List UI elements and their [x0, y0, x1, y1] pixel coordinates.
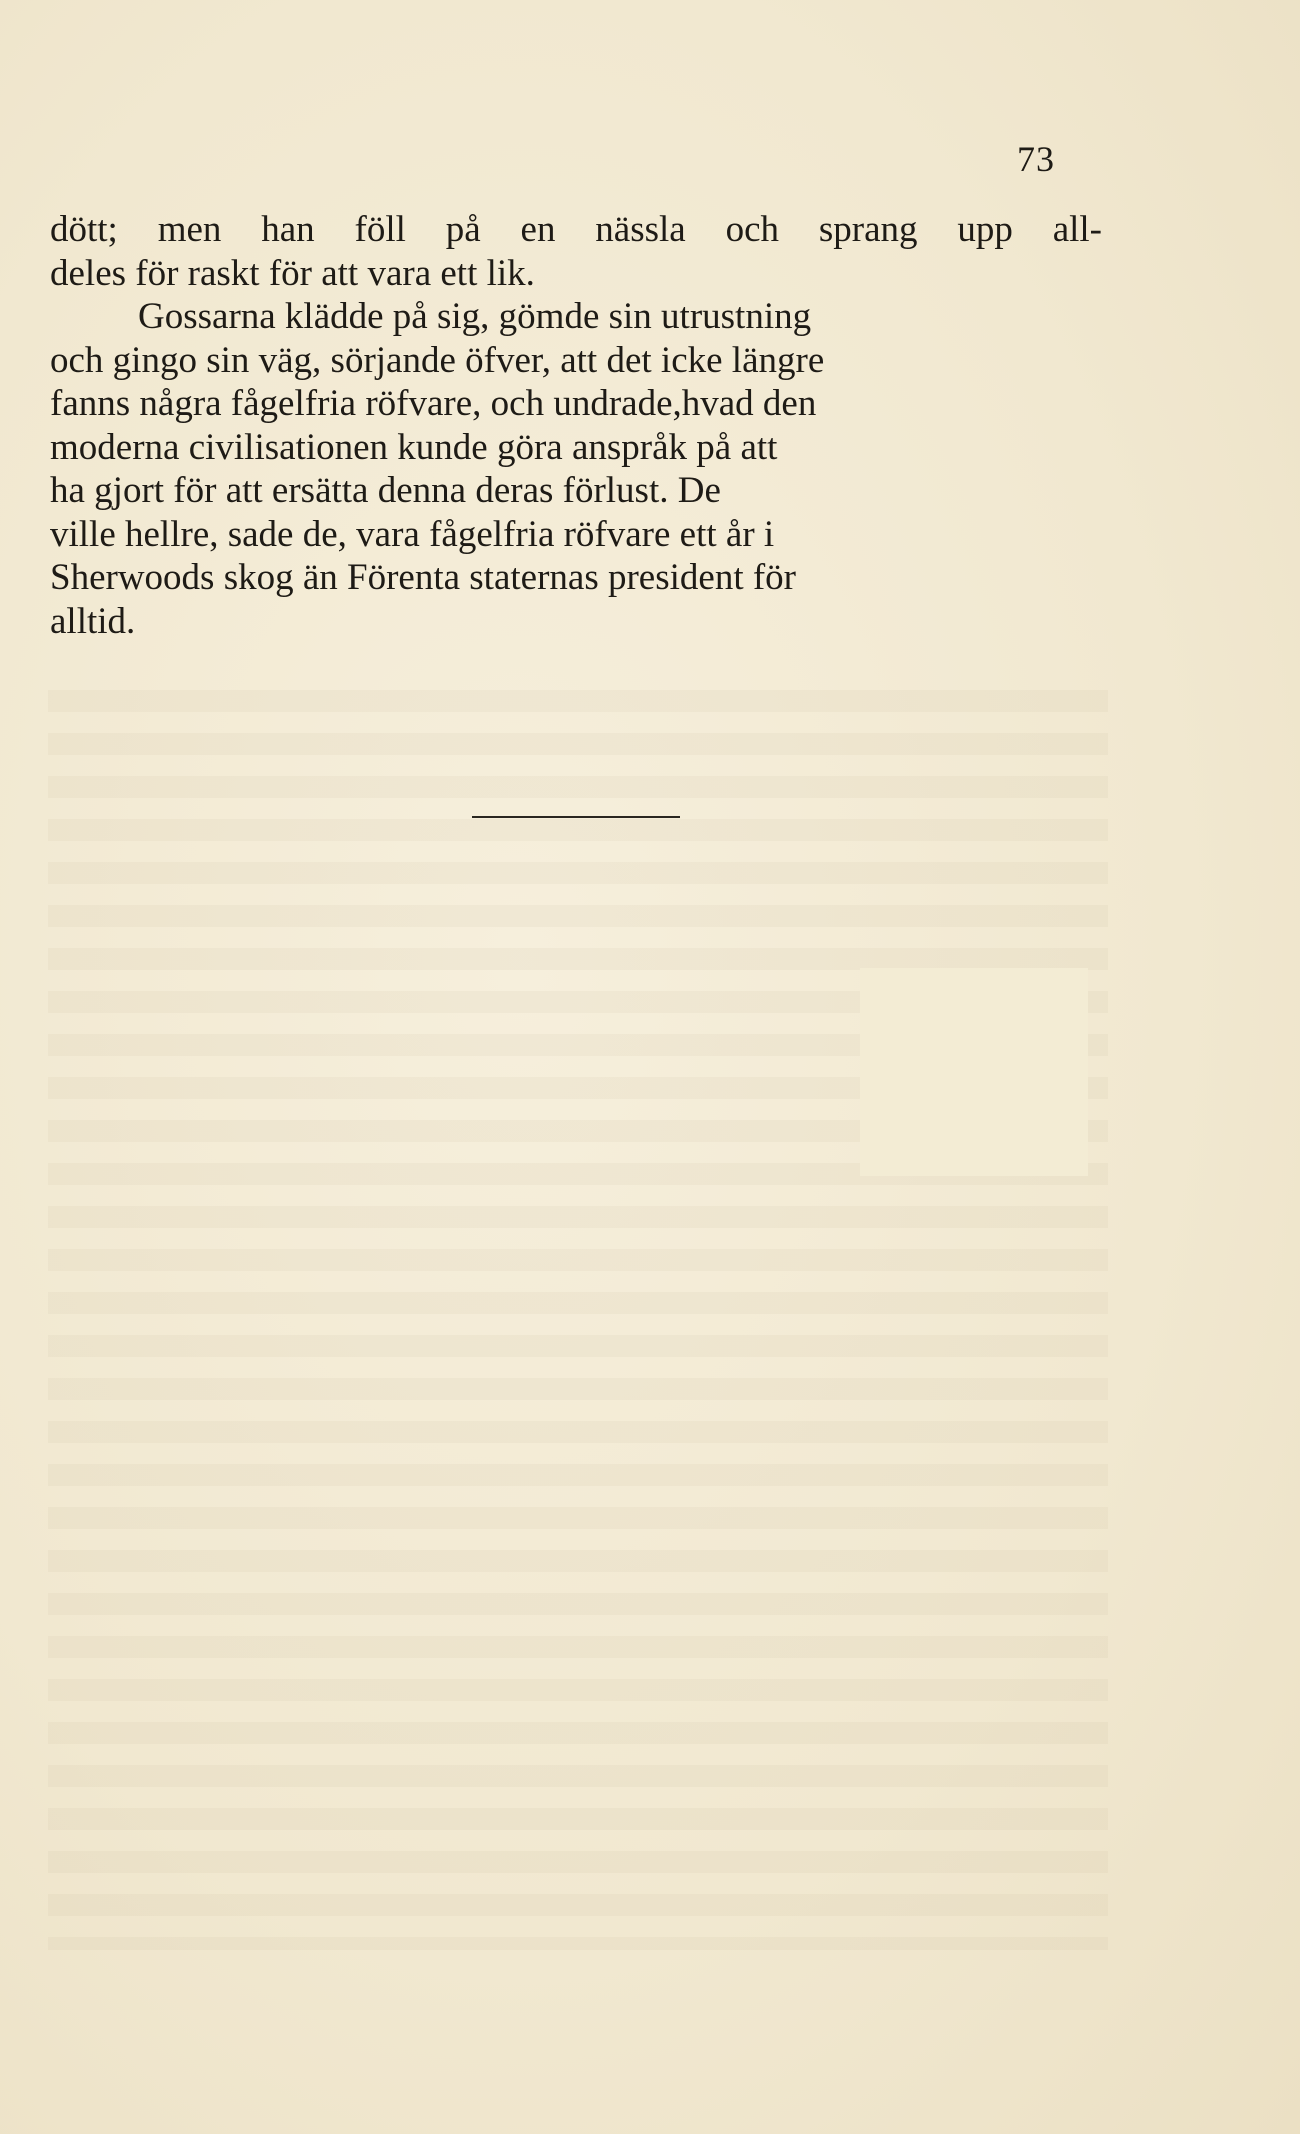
text-line: Sherwoods skog än Förenta staternas president för — [50, 557, 796, 598]
text-line: deles för raskt för att vara ett lik. — [50, 252, 535, 294]
paragraph-2 — [50, 295, 1102, 643]
text-line: ville hellre, sade de, vara fågelfria röfvare ett år i — [50, 513, 775, 555]
body-text — [50, 208, 1102, 643]
paragraph-1 — [50, 208, 1102, 295]
text-line: Gossarna klädde på sig, gömde sin utrustning — [138, 296, 812, 337]
show-through-text — [48, 690, 1108, 1950]
page-number: 73 — [1017, 139, 1055, 179]
text-line: dött; men han föll på en nässla och sprang upp all- — [50, 209, 1102, 250]
paper-patch — [860, 968, 1088, 1176]
section-divider — [472, 816, 680, 818]
text-line: moderna civilisationen kunde göra anspråk på att — [50, 426, 778, 468]
text-line: ha gjort för att ersätta denna deras förlust. De — [50, 470, 721, 511]
text-line: och gingo sin väg, sörjande öfver, att det icke längre — [50, 339, 825, 381]
text-line: alltid. — [50, 600, 136, 642]
text-line: fanns några fågelfria röfvare, och undrade,hvad den — [50, 383, 817, 424]
